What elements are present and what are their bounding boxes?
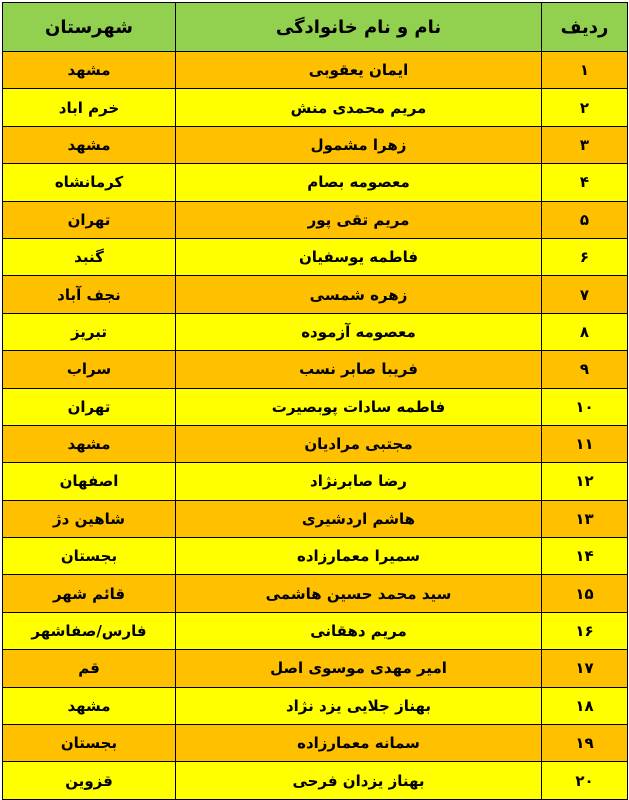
row-index-cell: ۸	[542, 313, 628, 350]
row-index-cell: ۳	[542, 126, 628, 163]
full-name-cell: مریم تقی پور	[176, 201, 542, 238]
city-cell: قزوین	[3, 762, 176, 799]
table-row	[3, 725, 628, 762]
full-name-cell: مریم دهقانی	[176, 612, 542, 649]
full-name-cell: فاطمه سادات پوبصیرت	[176, 388, 542, 425]
row-index-cell: ۱۴	[542, 538, 628, 575]
city-cell: مشهد	[3, 52, 176, 89]
city-cell: تهران	[3, 201, 176, 238]
city-cell: اصفهان	[3, 463, 176, 500]
row-index-cell: ۱	[542, 52, 628, 89]
full-name-cell: امیر مهدی موسوی اصل	[176, 650, 542, 687]
city-cell: فارس/صفاشهر	[3, 612, 176, 649]
full-name-cell: مریم محمدی منش	[176, 89, 542, 126]
full-name-cell: رضا صابرنژاد	[176, 463, 542, 500]
row-index-cell: ۶	[542, 238, 628, 275]
full-name-cell: ایمان یعقوبی	[176, 52, 542, 89]
row-index-cell: ۴	[542, 164, 628, 201]
row-index-cell: ۱۷	[542, 650, 628, 687]
table-row	[3, 351, 628, 388]
city-cell: خرم اباد	[3, 89, 176, 126]
row-index-cell: ۱۹	[542, 725, 628, 762]
row-index-cell: ۵	[542, 201, 628, 238]
table-header	[3, 3, 628, 52]
city-cell: قائم شهر	[3, 575, 176, 612]
table-row	[3, 425, 628, 462]
full-name-cell: بهناز یزدان فرحی	[176, 762, 542, 799]
table-row	[3, 89, 628, 126]
city-cell: نجف آباد	[3, 276, 176, 313]
table-row	[3, 575, 628, 612]
participants-table	[2, 2, 628, 800]
row-index-cell: ۱۳	[542, 500, 628, 537]
row-index-cell: ۱۱	[542, 425, 628, 462]
city-cell: قم	[3, 650, 176, 687]
row-index-cell: ۹	[542, 351, 628, 388]
full-name-cell: مجتبی مرادیان	[176, 425, 542, 462]
table-row	[3, 313, 628, 350]
row-index-cell: ۲	[542, 89, 628, 126]
full-name-cell: سمانه معمارزاده	[176, 725, 542, 762]
table-row	[3, 388, 628, 425]
city-cell: سراب	[3, 351, 176, 388]
table-row	[3, 276, 628, 313]
city-cell: شاهین دژ	[3, 500, 176, 537]
city-cell: مشهد	[3, 126, 176, 163]
city-cell: بجستان	[3, 725, 176, 762]
table-row	[3, 164, 628, 201]
full-name-cell: معصومه بصام	[176, 164, 542, 201]
full-name-cell: هاشم اردشیری	[176, 500, 542, 537]
full-name-cell: سمیرا معمارزاده	[176, 538, 542, 575]
table-row	[3, 612, 628, 649]
full-name-cell: بهناز جلایی یزد نژاد	[176, 687, 542, 724]
full-name-cell: فریبا صابر نسب	[176, 351, 542, 388]
table-row	[3, 650, 628, 687]
row-index-cell: ۱۰	[542, 388, 628, 425]
table-row	[3, 238, 628, 275]
full-name-cell: زهره شمسی	[176, 276, 542, 313]
full-name-cell: فاطمه یوسفیان	[176, 238, 542, 275]
table-row	[3, 52, 628, 89]
row-index-cell: ۱۸	[542, 687, 628, 724]
city-cell: تهران	[3, 388, 176, 425]
header-row	[3, 3, 628, 52]
full-name-cell: معصومه آزموده	[176, 313, 542, 350]
full-name-cell: زهرا مشمول	[176, 126, 542, 163]
row-index-cell: ۱۲	[542, 463, 628, 500]
row-index-cell: ۲۰	[542, 762, 628, 799]
row-index-cell: ۷	[542, 276, 628, 313]
table-row	[3, 762, 628, 799]
table-row	[3, 500, 628, 537]
table-row	[3, 201, 628, 238]
city-cell: بجستان	[3, 538, 176, 575]
table-row	[3, 463, 628, 500]
full-name-cell: سید محمد حسین هاشمی	[176, 575, 542, 612]
city-cell: کرمانشاه	[3, 164, 176, 201]
header-full-name: نام و نام خانوادگی	[176, 3, 542, 52]
table-row	[3, 126, 628, 163]
city-cell: مشهد	[3, 425, 176, 462]
table-row	[3, 538, 628, 575]
city-cell: تبریز	[3, 313, 176, 350]
city-cell: مشهد	[3, 687, 176, 724]
row-index-cell: ۱۶	[542, 612, 628, 649]
table-row	[3, 687, 628, 724]
city-cell: گنبد	[3, 238, 176, 275]
header-city: شهرستان	[3, 3, 176, 52]
header-index: ردیف	[542, 3, 628, 52]
table-body	[3, 52, 628, 800]
row-index-cell: ۱۵	[542, 575, 628, 612]
